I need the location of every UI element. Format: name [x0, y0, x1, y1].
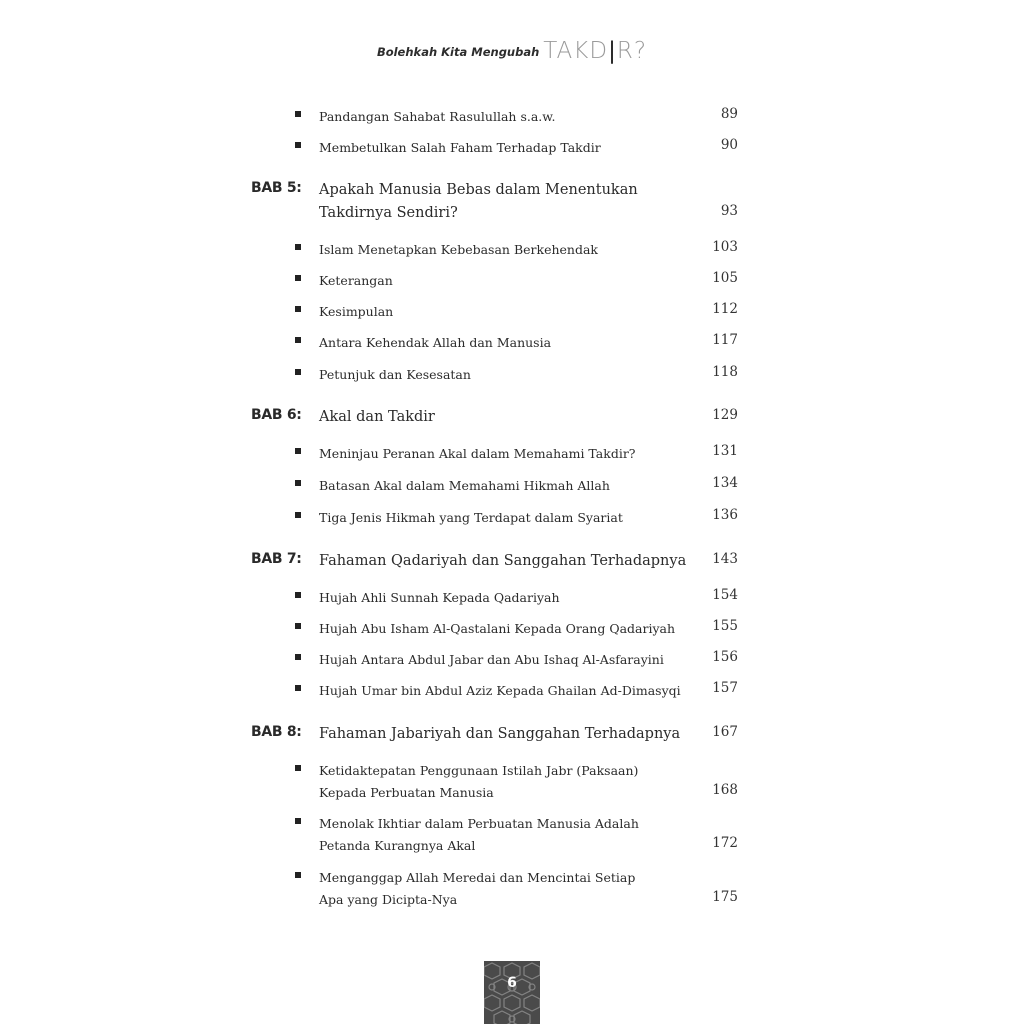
bullet-icon — [295, 111, 301, 117]
toc-page-number: 172 — [712, 835, 738, 851]
toc-subentry-title: Hujah Ahli Sunnah Kepada Qadariyah — [319, 590, 560, 605]
bullet-icon — [295, 872, 301, 878]
bullet-icon — [295, 512, 301, 518]
toc-subentry-title: Hujah Abu Isham Al-Qastalani Kepada Orang Qadariyah — [319, 621, 676, 636]
toc-page-number: 103 — [712, 239, 738, 255]
chapter-title-line-1: Apakah Manusia Bebas dalam Menentukan — [319, 182, 638, 198]
subentry-title-line-2: Apa yang Dicipta-Nya — [319, 892, 458, 907]
toc-subentry-title: Islam Menetapkan Kebebasan Berkehendak — [319, 242, 599, 257]
chapter-title-line-2: Takdirnya Sendiri? — [319, 205, 458, 221]
toc-subentry-title — [319, 813, 709, 857]
bullet-icon — [295, 337, 301, 343]
toc-subentry-title: Hujah Umar bin Abdul Aziz Kepada Ghailan Ad-Dimasyqi — [319, 683, 681, 698]
toc-subentry-title: Petunjuk dan Kesesatan — [319, 367, 471, 382]
header-title-part-a: TAKD — [543, 38, 609, 64]
bullet-icon — [295, 623, 301, 629]
toc-subentry-title: Antara Kehendak Allah dan Manusia — [319, 335, 552, 350]
bullet-icon — [295, 448, 301, 454]
toc-page-number: 157 — [712, 680, 738, 696]
chapter-label: BAB 6: — [251, 407, 302, 423]
bullet-icon — [295, 818, 301, 824]
bullet-icon — [295, 685, 301, 691]
toc-subentry-title — [319, 867, 709, 911]
toc-page-number: 93 — [720, 203, 738, 219]
bullet-icon — [295, 244, 301, 250]
chapter-label: BAB 5: — [251, 180, 302, 196]
toc-page-number: 136 — [712, 507, 738, 523]
toc-page-number: 117 — [712, 332, 738, 348]
chapter-title: Akal dan Takdir — [319, 409, 435, 425]
chapter-label: BAB 7: — [251, 551, 302, 567]
bullet-icon — [295, 142, 301, 148]
toc-page-number: 155 — [712, 618, 738, 634]
bullet-icon — [295, 765, 301, 771]
bullet-icon — [295, 480, 301, 486]
bullet-icon — [295, 592, 301, 598]
subentry-title-line-2: Petanda Kurangnya Akal — [319, 838, 476, 853]
subentry-title-line-1: Menganggap Allah Meredai dan Mencintai Setiap — [319, 870, 636, 885]
header-title-part-b: R? — [616, 38, 648, 64]
bullet-icon — [295, 369, 301, 375]
toc-subentry-title: Tiga Jenis Hikmah yang Terdapat dalam Syariat — [319, 510, 623, 525]
toc-subentry-title: Keterangan — [319, 273, 393, 288]
toc-page-number: 118 — [712, 364, 738, 380]
chapter-label: BAB 8: — [251, 724, 302, 740]
header-title — [543, 38, 647, 64]
toc-page-number: 143 — [712, 551, 738, 567]
running-header — [0, 38, 1024, 64]
subentry-title-line-2: Kepada Perbuatan Manusia — [319, 785, 494, 800]
toc-page-number: 105 — [712, 270, 738, 286]
toc-subentry-title: Pandangan Sahabat Rasulullah s.a.w. — [319, 109, 556, 124]
header-title-separator: | — [608, 38, 617, 64]
toc-subentry-title: Meninjau Peranan Akal dalam Memahami Takdir? — [319, 446, 636, 461]
toc-page-number: 156 — [712, 649, 738, 665]
toc-page-number: 112 — [712, 301, 738, 317]
bullet-icon — [295, 275, 301, 281]
toc-page-number: 134 — [712, 475, 738, 491]
toc-page-number: 167 — [712, 724, 738, 740]
toc-subentry-title: Hujah Antara Abdul Jabar dan Abu Ishaq Al-Asfarayini — [319, 652, 664, 667]
chapter-title: Fahaman Qadariyah dan Sanggahan Terhadapnya — [319, 553, 687, 569]
toc-subentry-title: Kesimpulan — [319, 304, 394, 319]
page-number: 6 — [507, 975, 517, 991]
toc-page-number: 90 — [720, 137, 738, 153]
bullet-icon — [295, 306, 301, 312]
chapter-title: Fahaman Jabariyah dan Sanggahan Terhadapnya — [319, 726, 681, 742]
toc-subentry-title: Membetulkan Salah Faham Terhadap Takdir — [319, 140, 601, 155]
subentry-title-line-1: Ketidaktepatan Penggunaan Istilah Jabr (Paksaan) — [319, 763, 639, 778]
bullet-icon — [295, 654, 301, 660]
page-number-box — [484, 961, 540, 1024]
toc-page-number: 154 — [712, 587, 738, 603]
toc-subentry-title — [319, 760, 709, 804]
geometric-pattern-icon — [484, 961, 540, 1024]
chapter-title — [319, 179, 709, 225]
header-lead: Bolehkah Kita Mengubah — [376, 45, 540, 59]
toc-page-number: 131 — [712, 443, 738, 459]
subentry-title-line-1: Menolak Ikhtiar dalam Perbuatan Manusia Adalah — [319, 816, 639, 831]
toc-page-number: 89 — [720, 106, 738, 122]
toc-page-number: 168 — [712, 782, 738, 798]
toc-subentry-title: Batasan Akal dalam Memahami Hikmah Allah — [319, 478, 610, 493]
toc-page-number: 175 — [712, 889, 738, 905]
toc-page-number: 129 — [712, 407, 738, 423]
